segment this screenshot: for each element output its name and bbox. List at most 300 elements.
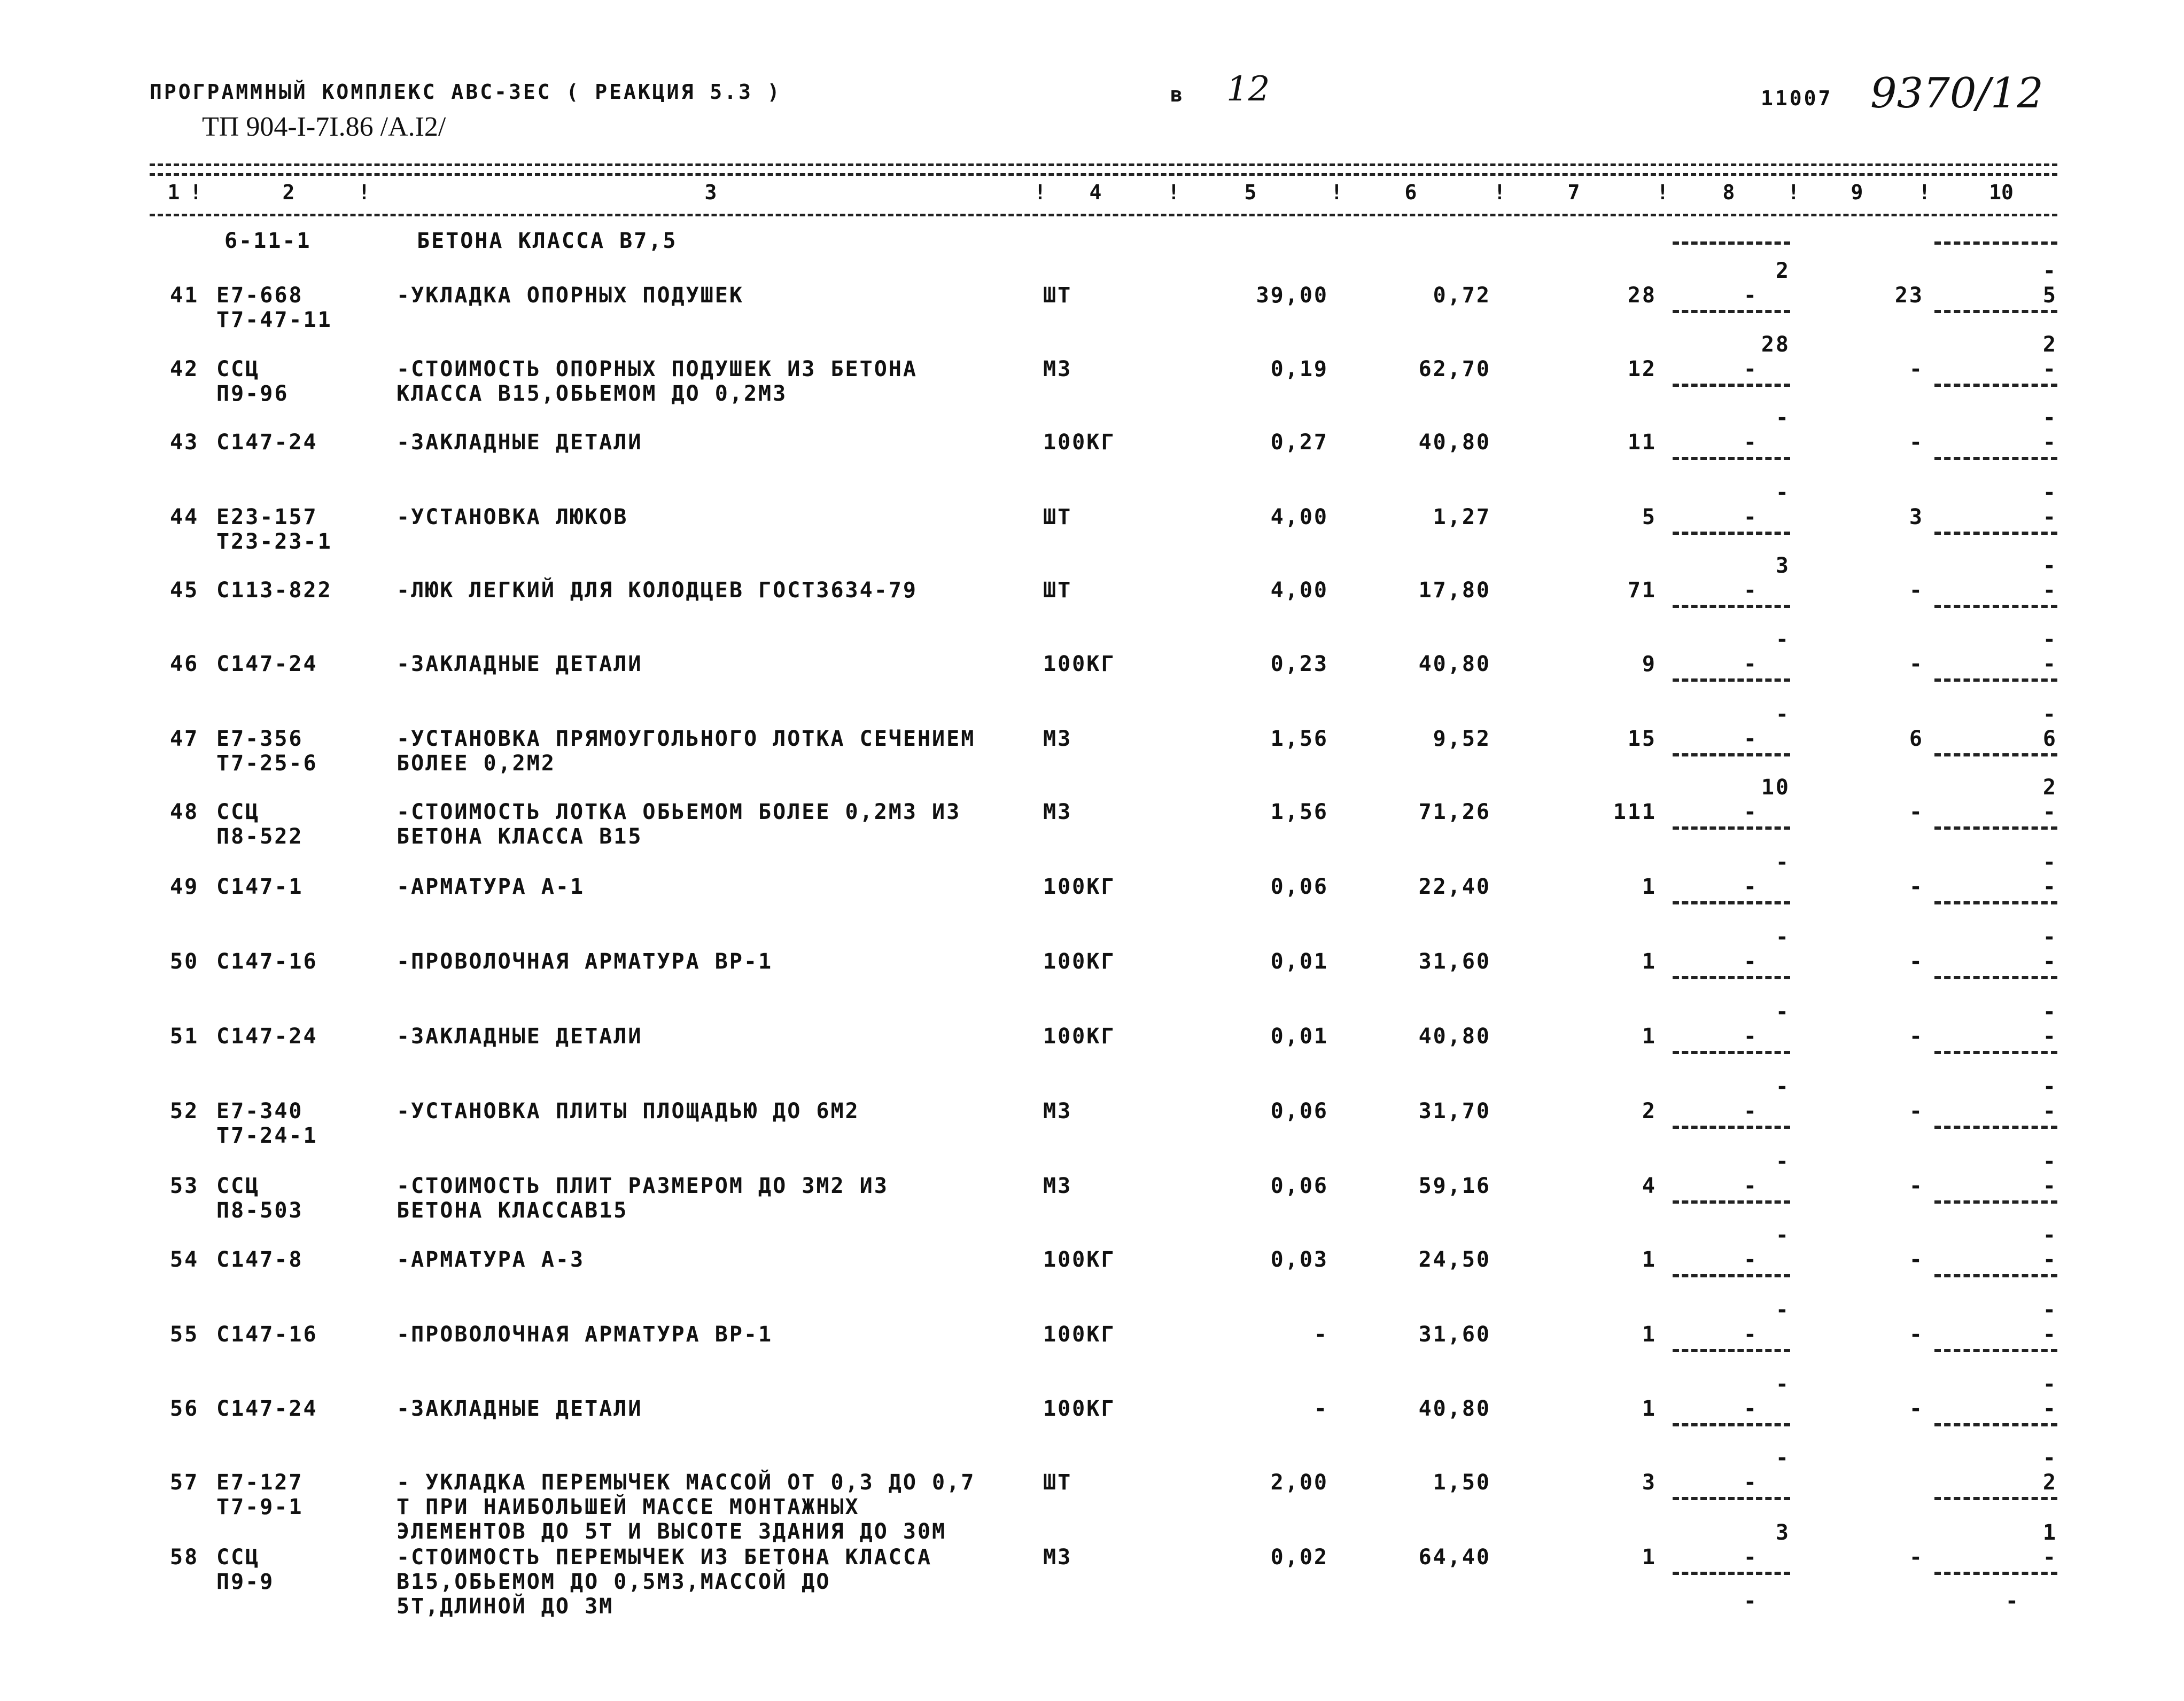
row-col9: - — [1909, 1396, 1924, 1421]
row-code: С147-24 — [216, 1396, 318, 1421]
row-name: -ЗАКЛАДНЫЕ ДЕТАЛИ — [397, 430, 643, 455]
row-col9: - — [1909, 1545, 1924, 1570]
col-header-6: 6 — [1404, 181, 1417, 204]
row-col7: 1 — [1642, 1024, 1657, 1049]
row-unit: 100КГ — [1043, 949, 1116, 974]
row-col8: - — [1743, 578, 1758, 603]
row-position: 41 — [170, 283, 199, 308]
document-number: 11007 — [1761, 87, 1833, 110]
section-name: БЕТОНА КЛАССА В7,5 — [417, 229, 678, 253]
table-header-rule — [150, 214, 2057, 216]
table-row — [0, 405, 2184, 505]
row-name: -СТОИМОСТЬ ЛОТКА ОБЬЕМОМ БОЛЕЕ 0,2М3 ИЗ БЕТОНА КЛАССА В15 — [397, 800, 961, 849]
col10-dash-rule — [1934, 1126, 2057, 1129]
row-quantity: 0,01 — [1270, 1024, 1328, 1049]
row-col8-top: - — [1775, 405, 1790, 430]
row-name: -УКЛАДКА ОПОРНЫХ ПОДУШЕК — [397, 283, 744, 308]
handwritten-reference: 9370/12 — [1870, 69, 2044, 118]
table-row — [0, 925, 2184, 1024]
row-code: С147-24 — [216, 430, 318, 455]
col-sep: ! — [1331, 181, 1345, 204]
row-col8-top: 10 — [1761, 775, 1790, 800]
row-col10: - — [2042, 1247, 2057, 1272]
row-unit: 100КГ — [1043, 875, 1116, 899]
col-sep: ! — [1494, 181, 1508, 204]
row-col8: - — [1743, 727, 1758, 751]
row-col10: - — [2042, 578, 2057, 603]
row-unit: М3 — [1043, 800, 1072, 824]
row-position: 57 — [170, 1470, 199, 1495]
row-col10: - — [2042, 1174, 2057, 1198]
row-col9: 6 — [1909, 727, 1924, 751]
row-position: 49 — [170, 875, 199, 899]
col-header-4: 4 — [1089, 181, 1102, 204]
row-col10-top: - — [2042, 259, 2057, 283]
col-header-7: 7 — [1567, 181, 1580, 204]
row-col9: - — [1909, 1322, 1924, 1347]
row-quantity: - — [1313, 1396, 1328, 1421]
row-col7: 1 — [1642, 1322, 1657, 1347]
col8-dash-rule — [1673, 901, 1790, 904]
section-dash-col8 — [1673, 241, 1790, 245]
row-code: Е7-340 Т7-24-1 — [216, 1099, 318, 1148]
row-unit: М3 — [1043, 727, 1072, 751]
row-unit: 100КГ — [1043, 1024, 1116, 1049]
row-col7: 28 — [1627, 283, 1657, 308]
row-code: С147-24 — [216, 652, 318, 676]
row-col10: - — [2042, 357, 2057, 381]
row-quantity: 0,06 — [1270, 875, 1328, 899]
table-row — [0, 1520, 2184, 1620]
row-col7: 12 — [1627, 357, 1657, 381]
col-sep: ! — [1787, 181, 1802, 204]
row-col10-top: - — [2042, 1149, 2057, 1174]
row-name: -АРМАТУРА А-3 — [397, 1247, 585, 1272]
row-col7: 2 — [1642, 1099, 1657, 1123]
col-sep: ! — [1918, 181, 1933, 204]
col8-dash-rule — [1673, 1126, 1790, 1129]
row-col8-top: 2 — [1775, 259, 1790, 283]
row-col7: 71 — [1627, 578, 1657, 603]
col8-dash-rule — [1673, 1423, 1790, 1426]
row-col7: 11 — [1627, 430, 1657, 455]
row-col8-top: - — [1775, 627, 1790, 652]
row-unit-price: 31,70 — [1418, 1099, 1491, 1123]
row-position: 55 — [170, 1322, 199, 1347]
row-col10-top: - — [2042, 553, 2057, 578]
row-name: -УСТАНОВКА ПЛИТЫ ПЛОЩАДЬЮ ДО 6М2 — [397, 1099, 860, 1123]
row-quantity: 0,02 — [1270, 1545, 1328, 1570]
col10-dash-rule — [1934, 976, 2057, 979]
row-col10-top: - — [2042, 1372, 2057, 1396]
row-name: -ЗАКЛАДНЫЕ ДЕТАЛИ — [397, 652, 643, 676]
row-code: Е7-668 Т7-47-11 — [216, 283, 332, 332]
col8-dash-rule — [1673, 1572, 1790, 1575]
row-col10-top: - — [2042, 850, 2057, 875]
section-dash-col10 — [1934, 241, 2057, 245]
row-code: С147-24 — [216, 1024, 318, 1049]
row-unit: М3 — [1043, 1099, 1072, 1123]
row-unit-price: 59,16 — [1418, 1174, 1491, 1198]
row-col10-top: 2 — [2042, 775, 2057, 800]
row-unit: ШТ — [1043, 578, 1072, 603]
row-col8: - — [1743, 357, 1758, 381]
row-col7: 1 — [1642, 875, 1657, 899]
row-quantity: 1,56 — [1270, 800, 1328, 824]
row-name: -СТОИМОСТЬ ПЛИТ РАЗМЕРОМ ДО 3М2 ИЗ БЕТОНА КЛАССАВ15 — [397, 1174, 889, 1223]
col10-dash-rule — [1934, 901, 2057, 904]
row-col8-top: 3 — [1775, 553, 1790, 578]
row-col8: - — [1743, 1470, 1758, 1495]
row-unit-price: 62,70 — [1418, 357, 1491, 381]
row-unit: ШТ — [1043, 1470, 1072, 1495]
row-col7: 9 — [1642, 652, 1657, 676]
row-col7: 1 — [1642, 1247, 1657, 1272]
col-header-10: 10 — [1989, 181, 2014, 204]
col8-dash-rule — [1673, 678, 1790, 682]
table-row — [0, 850, 2184, 949]
row-col8: - — [1743, 1024, 1758, 1049]
table-top-rule — [150, 163, 2057, 166]
col8-dash-rule — [1673, 384, 1790, 387]
row-col8-top: 28 — [1761, 332, 1790, 357]
row-col8: - — [1743, 652, 1758, 676]
row-position: 47 — [170, 727, 199, 751]
row-position: 42 — [170, 357, 199, 381]
row-col8-top: - — [1775, 1000, 1790, 1024]
row-unit-price: 22,40 — [1418, 875, 1491, 899]
row-unit-price: 1,27 — [1433, 505, 1491, 529]
row-position: 54 — [170, 1247, 199, 1272]
row-unit: 100КГ — [1043, 1396, 1116, 1421]
row-name: -СТОИМОСТЬ ПЕРЕМЫЧЕК ИЗ БЕТОНА КЛАССА В15,ОБЬЕМОМ ДО 0,5М3,МАССОЙ ДО 5Т,ДЛИНОЙ ДО 3М — [397, 1545, 932, 1619]
col-sep: ! — [1657, 181, 1671, 204]
row-col8: - — [1743, 430, 1758, 455]
row-col10-top: 1 — [2042, 1520, 2057, 1545]
row-col10-top: - — [2042, 627, 2057, 652]
table-row — [0, 259, 2184, 358]
row-col8-bottom: - — [1743, 1589, 1758, 1613]
row-unit-price: 0,72 — [1433, 283, 1491, 308]
row-quantity: 0,01 — [1270, 949, 1328, 974]
row-name: -АРМАТУРА А-1 — [397, 875, 585, 899]
col10-dash-rule — [1934, 826, 2057, 830]
row-position: 50 — [170, 949, 199, 974]
row-quantity: 0,03 — [1270, 1247, 1328, 1272]
row-name: -ПРОВОЛОЧНАЯ АРМАТУРА ВР-1 — [397, 949, 773, 974]
row-code: С147-16 — [216, 1322, 318, 1347]
row-name: -ПРОВОЛОЧНАЯ АРМАТУРА ВР-1 — [397, 1322, 773, 1347]
row-col9: - — [1909, 578, 1924, 603]
row-unit-price: 71,26 — [1418, 800, 1491, 824]
row-quantity: 0,27 — [1270, 430, 1328, 455]
row-col10: - — [2042, 430, 2057, 455]
row-position: 48 — [170, 800, 199, 824]
row-col8-top: - — [1775, 480, 1790, 505]
table-top-rule-2 — [150, 173, 2057, 176]
col8-dash-rule — [1673, 826, 1790, 830]
row-unit-price: 64,40 — [1418, 1545, 1491, 1570]
row-col10-top: - — [2042, 1298, 2057, 1322]
row-unit-price: 9,52 — [1433, 727, 1491, 751]
col10-dash-rule — [1934, 384, 2057, 387]
project-code: ТП 904-I-7I.86 /А.I2/ — [202, 112, 446, 142]
col8-dash-rule — [1673, 976, 1790, 979]
row-quantity: 0,06 — [1270, 1174, 1328, 1198]
row-col7: 111 — [1613, 800, 1657, 824]
row-quantity: 0,19 — [1270, 357, 1328, 381]
row-code: С113-822 — [216, 578, 332, 603]
row-name: -УСТАНОВКА ЛЮКОВ — [397, 505, 628, 529]
row-name: -ЗАКЛАДНЫЕ ДЕТАЛИ — [397, 1396, 643, 1421]
row-col10: - — [2042, 652, 2057, 676]
row-position: 43 — [170, 430, 199, 455]
row-col7: 5 — [1642, 505, 1657, 529]
row-quantity: 0,06 — [1270, 1099, 1328, 1123]
row-code: Е23-157 Т23-23-1 — [216, 505, 332, 554]
row-col10: - — [2042, 1024, 2057, 1049]
row-code: С147-8 — [216, 1247, 304, 1272]
col-header-5: 5 — [1244, 181, 1257, 204]
row-unit-price: 40,80 — [1418, 430, 1491, 455]
row-col8-top: 3 — [1775, 1520, 1790, 1545]
row-unit: ШТ — [1043, 283, 1072, 308]
row-unit: М3 — [1043, 1545, 1072, 1570]
table-row — [0, 1372, 2184, 1471]
row-code: ССЦ П9-96 — [216, 357, 289, 406]
row-quantity: 4,00 — [1270, 578, 1328, 603]
row-col8: - — [1743, 1247, 1758, 1272]
col8-dash-rule — [1673, 753, 1790, 756]
table-row — [0, 1074, 2184, 1174]
row-unit-price: 17,80 — [1418, 578, 1491, 603]
col8-dash-rule — [1673, 532, 1790, 535]
row-col9: 23 — [1894, 283, 1924, 308]
row-col10: 5 — [2042, 283, 2057, 308]
row-col8-top: - — [1775, 702, 1790, 727]
col10-dash-rule — [1934, 1497, 2057, 1500]
row-col9: - — [1909, 1024, 1924, 1049]
row-unit-price: 1,50 — [1433, 1470, 1491, 1495]
col10-dash-rule — [1934, 457, 2057, 460]
row-col7: 3 — [1642, 1470, 1657, 1495]
row-col10-bottom: - — [2005, 1589, 2020, 1613]
row-position: 46 — [170, 652, 199, 676]
table-row — [0, 702, 2184, 801]
row-name: - УКЛАДКА ПЕРЕМЫЧЕК МАССОЙ ОТ 0,3 ДО 0,7 Т ПРИ НАИБОЛЬШЕЙ МАССЕ МОНТАЖНЫХ ЭЛЕМЕНТОВ ДО 5Т И ВЫСОТЕ ЗДАНИЯ ДО 30М — [397, 1470, 976, 1544]
table-row — [0, 1223, 2184, 1322]
row-col9: - — [1909, 1174, 1924, 1198]
col-sep: ! — [358, 181, 372, 204]
row-col9: - — [1909, 949, 1924, 974]
col8-dash-rule — [1673, 1497, 1790, 1500]
row-col8-top: - — [1775, 925, 1790, 949]
row-unit-price: 40,80 — [1418, 652, 1491, 676]
table-row — [0, 332, 2184, 432]
row-col10: - — [2042, 505, 2057, 529]
col8-dash-rule — [1673, 1274, 1790, 1277]
col8-dash-rule — [1673, 1051, 1790, 1054]
row-name: -ЗАКЛАДНЫЕ ДЕТАЛИ — [397, 1024, 643, 1049]
col10-dash-rule — [1934, 1349, 2057, 1352]
row-col7: 1 — [1642, 949, 1657, 974]
row-unit-price: 31,60 — [1418, 949, 1491, 974]
row-col10: - — [2042, 875, 2057, 899]
row-col8: - — [1743, 1174, 1758, 1198]
row-position: 45 — [170, 578, 199, 603]
row-quantity: 39,00 — [1256, 283, 1328, 308]
row-col8-top: - — [1775, 1223, 1790, 1247]
row-unit: М3 — [1043, 357, 1072, 381]
row-unit-price: 24,50 — [1418, 1247, 1491, 1272]
row-col9: - — [1909, 875, 1924, 899]
col-header-2: 2 — [282, 181, 295, 204]
row-col10: - — [2042, 800, 2057, 824]
row-code: ССЦ П9-9 — [216, 1545, 275, 1594]
row-unit: 100КГ — [1043, 652, 1116, 676]
row-unit: М3 — [1043, 1174, 1072, 1198]
row-col8: - — [1743, 1545, 1758, 1570]
row-code: С147-1 — [216, 875, 304, 899]
row-quantity: 2,00 — [1270, 1470, 1328, 1495]
col10-dash-rule — [1934, 753, 2057, 756]
row-position: 53 — [170, 1174, 199, 1198]
row-unit-price: 31,60 — [1418, 1322, 1491, 1347]
row-col8: - — [1743, 949, 1758, 974]
row-col10: 6 — [2042, 727, 2057, 751]
row-col7: 1 — [1642, 1545, 1657, 1570]
col10-dash-rule — [1934, 532, 2057, 535]
row-position: 44 — [170, 505, 199, 529]
row-code: Е7-127 Т7-9-1 — [216, 1470, 304, 1519]
row-col9: 3 — [1909, 505, 1924, 529]
row-col10: - — [2042, 1396, 2057, 1421]
row-unit: 100КГ — [1043, 1247, 1116, 1272]
table-row — [0, 1000, 2184, 1099]
row-col8-top: - — [1775, 1298, 1790, 1322]
row-code: Е7-356 Т7-25-6 — [216, 727, 318, 776]
col10-dash-rule — [1934, 1051, 2057, 1054]
col-sep: ! — [190, 181, 204, 204]
col8-dash-rule — [1673, 310, 1790, 313]
row-unit: ШТ — [1043, 505, 1072, 529]
row-col10-top: - — [2042, 925, 2057, 949]
row-col9: - — [1909, 652, 1924, 676]
row-col8: - — [1743, 1322, 1758, 1347]
table-row — [0, 553, 2184, 653]
row-col10-top: - — [2042, 702, 2057, 727]
row-col8-top: - — [1775, 1074, 1790, 1099]
row-col8: - — [1743, 283, 1758, 308]
row-unit-price: 40,80 — [1418, 1024, 1491, 1049]
row-position: 58 — [170, 1545, 199, 1570]
col-header-3: 3 — [704, 181, 717, 204]
program-title: ПРОГРАММНЫЙ КОМПЛЕКС АВС-3ЕС ( РЕАКЦИЯ 5.3 ) — [150, 80, 782, 104]
row-position: 56 — [170, 1396, 199, 1421]
col10-dash-rule — [1934, 1423, 2057, 1426]
col-sep: ! — [1034, 181, 1048, 204]
row-col10-top: - — [2042, 480, 2057, 505]
table-row — [0, 480, 2184, 580]
row-col8-top: - — [1775, 1149, 1790, 1174]
table-row — [0, 1446, 2184, 1545]
row-code: ССЦ П8-503 — [216, 1174, 304, 1223]
col10-dash-rule — [1934, 1274, 2057, 1277]
table-row — [0, 627, 2184, 727]
row-col10-top: - — [2042, 1000, 2057, 1024]
row-unit-price: 40,80 — [1418, 1396, 1491, 1421]
col8-dash-rule — [1673, 1200, 1790, 1204]
table-row — [0, 1298, 2184, 1397]
row-col8: - — [1743, 800, 1758, 824]
col-sep: ! — [1168, 181, 1182, 204]
row-position: 51 — [170, 1024, 199, 1049]
row-col7: 1 — [1642, 1396, 1657, 1421]
row-col9: - — [1909, 800, 1924, 824]
col10-dash-rule — [1934, 678, 2057, 682]
sheet-number: 12 — [1226, 69, 1270, 109]
section-code: 6-11-1 — [224, 229, 312, 253]
row-col9: - — [1909, 1247, 1924, 1272]
row-quantity: 0,23 — [1270, 652, 1328, 676]
row-code: С147-16 — [216, 949, 318, 974]
col-header-9: 9 — [1851, 181, 1863, 204]
row-name: -УСТАНОВКА ПРЯМОУГОЛЬНОГО ЛОТКА СЕЧЕНИЕМ БОЛЕЕ 0,2М2 — [397, 727, 976, 776]
row-col10: 2 — [2042, 1470, 2057, 1495]
row-col8: - — [1743, 1396, 1758, 1421]
col10-dash-rule — [1934, 605, 2057, 608]
row-col8: - — [1743, 505, 1758, 529]
row-col10: - — [2042, 1322, 2057, 1347]
row-col10-top: 2 — [2042, 332, 2057, 357]
row-col9: - — [1909, 430, 1924, 455]
row-col8-top: - — [1775, 850, 1790, 875]
row-unit: 100КГ — [1043, 1322, 1116, 1347]
col8-dash-rule — [1673, 457, 1790, 460]
row-col9: - — [1909, 357, 1924, 381]
row-col10-top: - — [2042, 1074, 2057, 1099]
row-name: -ЛЮК ЛЕГКИЙ ДЛЯ КОЛОДЦЕВ ГОСТ3634-79 — [397, 578, 918, 603]
row-col7: 4 — [1642, 1174, 1657, 1198]
row-col7: 15 — [1627, 727, 1657, 751]
col10-dash-rule — [1934, 310, 2057, 313]
row-col8: - — [1743, 875, 1758, 899]
col10-dash-rule — [1934, 1572, 2057, 1575]
table-row — [0, 775, 2184, 875]
row-col8-top: - — [1775, 1446, 1790, 1470]
col10-dash-rule — [1934, 1200, 2057, 1204]
row-col10: - — [2042, 949, 2057, 974]
row-col10-top: - — [2042, 1223, 2057, 1247]
row-col10: - — [2042, 1545, 2057, 1570]
row-col8-top: - — [1775, 1372, 1790, 1396]
row-code: ССЦ П8-522 — [216, 800, 304, 849]
table-row — [0, 1149, 2184, 1249]
row-col10: - — [2042, 1099, 2057, 1123]
row-col8: - — [1743, 1099, 1758, 1123]
col-header-8: 8 — [1722, 181, 1735, 204]
row-unit: 100КГ — [1043, 430, 1116, 455]
row-col9: - — [1909, 1099, 1924, 1123]
row-quantity: - — [1313, 1322, 1328, 1347]
row-quantity: 4,00 — [1270, 505, 1328, 529]
sheet-marker: в — [1170, 83, 1185, 106]
row-quantity: 1,56 — [1270, 727, 1328, 751]
row-col10-top: - — [2042, 405, 2057, 430]
row-position: 52 — [170, 1099, 199, 1123]
row-col10-top: - — [2042, 1446, 2057, 1470]
col8-dash-rule — [1673, 1349, 1790, 1352]
